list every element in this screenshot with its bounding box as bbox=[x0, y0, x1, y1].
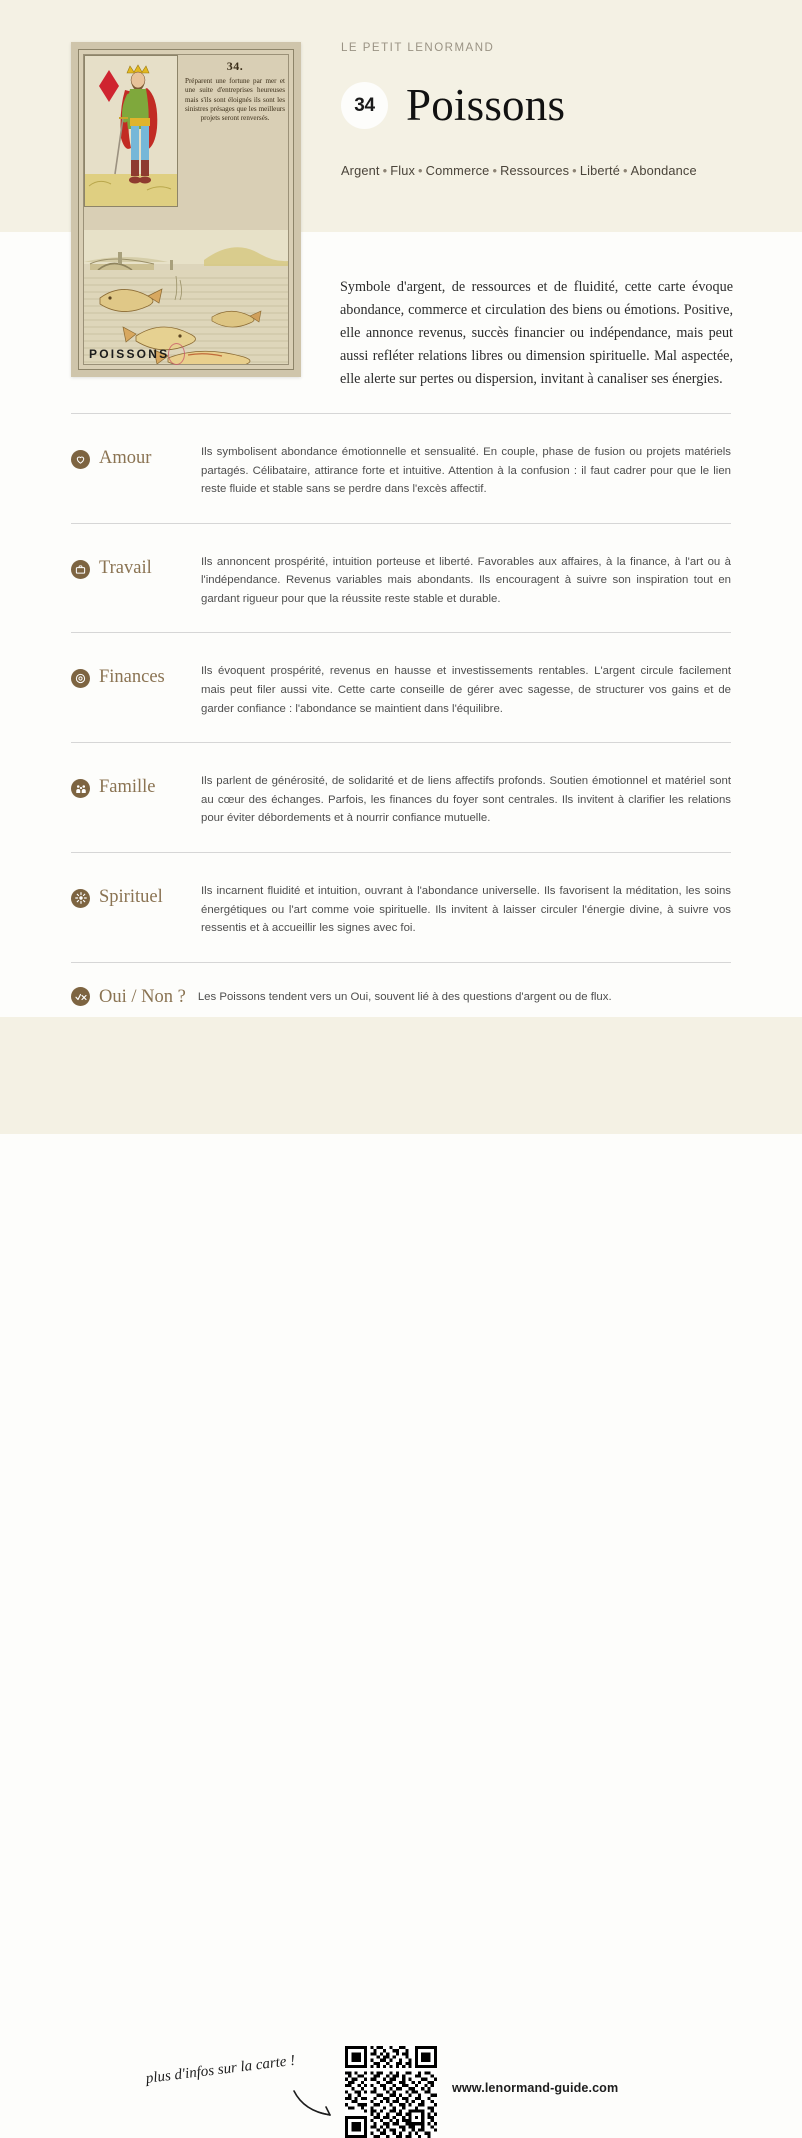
card-label: POISSONS bbox=[89, 347, 170, 361]
meaning-sections bbox=[71, 413, 731, 1017]
keyword-separator: • bbox=[382, 163, 388, 178]
card-number-badge: 34 bbox=[341, 82, 388, 129]
sun-flower-icon bbox=[71, 889, 90, 908]
section-label: Spirituel bbox=[99, 886, 163, 907]
river-with-fish-and-bridge bbox=[84, 230, 288, 364]
coin-icon bbox=[71, 669, 90, 688]
check-cross-icon bbox=[71, 987, 90, 1006]
section-label: Amour bbox=[99, 448, 152, 468]
keyword: Abondance bbox=[630, 163, 697, 178]
section-header bbox=[71, 440, 201, 499]
section-header bbox=[71, 879, 201, 938]
section-finances bbox=[71, 633, 731, 742]
card-summary: Symbole d'argent, de ressources et de fluidité, cette carte évoque abondance, commerce et circulation des biens ou émotions. Positive, elle annonce revenus, succès financier ou indépendance, mais peut aussi refléter relations libres ou dimension spirituelle. Mal aspectée, elle alerte sur pertes ou dispersion, invitant à canaliser ses énergies. bbox=[340, 279, 733, 388]
keyword: Flux bbox=[390, 163, 416, 178]
card-scene bbox=[84, 230, 288, 364]
page-title: Poissons bbox=[406, 80, 566, 130]
briefcase-icon bbox=[71, 560, 90, 579]
curved-arrow-icon bbox=[292, 2089, 344, 2123]
section-header bbox=[71, 769, 201, 828]
keyword-separator: • bbox=[623, 163, 628, 178]
keyword-separator: • bbox=[418, 163, 423, 178]
keyword: Ressources bbox=[500, 163, 570, 178]
section-text: Les Poissons tendent vers un Oui, souvent lié à des questions d'argent ou de flux. bbox=[197, 990, 612, 1003]
section-travail bbox=[71, 524, 731, 633]
section-oui-non bbox=[71, 963, 731, 1017]
keyword-separator: • bbox=[572, 163, 577, 178]
footer bbox=[0, 1017, 802, 2095]
keyword-list bbox=[341, 163, 697, 178]
qr-code[interactable] bbox=[345, 2046, 437, 2138]
qr-code-image bbox=[345, 2046, 437, 2138]
section-spirituel bbox=[71, 853, 731, 962]
card-antique-text: Préparent une fortune par mer et une suite d'entreprises heureuses mais s'ils sont éloignés ils sont les sinistres présages que les meilleurs projets seront renversés. bbox=[185, 77, 285, 123]
card-antique-text-panel bbox=[182, 55, 288, 207]
lenormand-card-image bbox=[71, 42, 301, 377]
heart-icon bbox=[71, 450, 90, 469]
section-text: Ils incarnent fluidité et intuition, ouvrant à l'abondance universelle. Ils favorisent la méditation, les soins énergétiques ou l'art comme voie spirituelle. Ils invitent à laisser circuler l'énergie divine, à suivre vos ressentis et à accueillir les signes avec foi. bbox=[201, 884, 731, 935]
section-header bbox=[71, 659, 201, 718]
section-text: Ils symbolisent abondance émotionnelle et sensualité. En couple, phase de fusion ou projets matériels partagés. Célibataire, attirance forte et intuitive. Attention à la confusion : il faut cadrer pour que le lien reste fluide et stable sans se perdre dans l'excès affectif. bbox=[201, 446, 731, 496]
section-text: Ils annoncent prospérité, intuition porteuse et liberté. Favorables aux affaires, à la finance, à l'art ou à l'indépendance. Revenus variables mais abondants. Ils encouragent à suivre son inspiration tout en gardant rigueur pour que la réussite reste stable et durable. bbox=[201, 555, 731, 605]
card-figure-panel bbox=[84, 55, 178, 207]
section-text: Ils parlent de générosité, de solidarité et de liens affectifs profonds. Soutien émotionnel et matériel sont au cœur des échanges. Parfois, les finances du foyer sont centrales. Ils invitent à clarifier les relations pour éviter débordements et à nourrir confiance mutuelle. bbox=[201, 775, 731, 825]
section-famille bbox=[71, 743, 731, 852]
keyword: Commerce bbox=[425, 163, 490, 178]
section-label: Finances bbox=[99, 667, 165, 688]
card-stamp bbox=[168, 343, 185, 365]
section-amour bbox=[71, 414, 731, 523]
website-url[interactable]: www.lenormand-guide.com bbox=[452, 2081, 619, 2095]
keyword: Argent bbox=[341, 163, 380, 178]
family-icon bbox=[71, 779, 90, 798]
section-label: Famille bbox=[99, 777, 156, 798]
section-header bbox=[71, 550, 201, 609]
keyword: Liberté bbox=[579, 163, 620, 178]
keyword-separator: • bbox=[492, 163, 498, 178]
card-face bbox=[78, 49, 294, 370]
handwritten-note: plus d'infos sur la carte ! bbox=[144, 2052, 297, 2087]
section-label: Oui / Non ? bbox=[99, 986, 186, 1007]
section-header bbox=[71, 987, 186, 1007]
section-text: Ils évoquent prospérité, revenus en hausse et investissements rentables. L'argent circule facilement mais peut filer aussi vite. Cette carte conseille de gérer avec sagesse, de structurer vos gains et de garder confiance : l'abondance se maintient dans l'équilibre. bbox=[201, 665, 731, 715]
section-label: Travail bbox=[99, 557, 152, 578]
deck-kicker: LE PETIT LENORMAND bbox=[341, 42, 495, 54]
king-of-diamonds-figure bbox=[85, 56, 177, 206]
title-row bbox=[341, 82, 565, 129]
card-number-text: 34. bbox=[226, 59, 244, 73]
